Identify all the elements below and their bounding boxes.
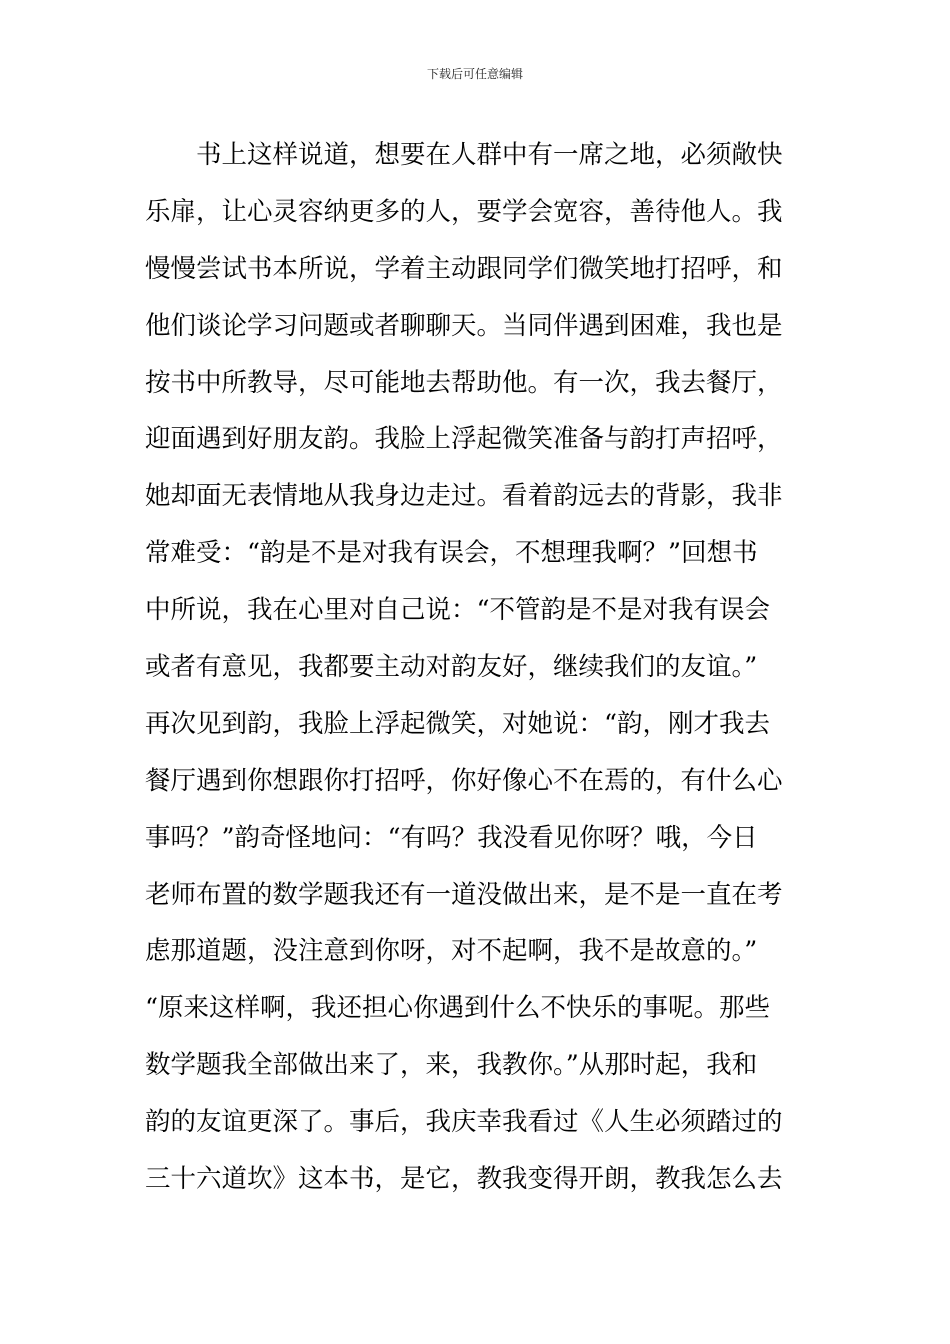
text-line: 三十六道坎》这本书，是它，教我变得开朗，教我怎么去 <box>145 1164 783 1195</box>
text-line: 乐扉，让心灵容纳更多的人，要学会宽容，善待他人。我 <box>145 196 783 227</box>
text-line: 餐厅遇到你想跟你打招呼，你好像心不在焉的，有什么心 <box>145 765 783 796</box>
text-line: 数学题我全部做出来了，来，我教你。”从那时起，我和 <box>145 1050 758 1081</box>
text-line: 书上这样说道，想要在人群中有一席之地，必须敞快 <box>145 140 783 170</box>
text-line: 老师布置的数学题我还有一道没做出来，是不是一直在考 <box>145 879 783 910</box>
text-line: 再次见到韵，我脸上浮起微笑，对她说：“韵，刚才我去 <box>145 708 771 739</box>
text-line: 常难受：“韵是不是对我有误会，不想理我啊？”回想书 <box>145 538 758 569</box>
page-header: 下载后可任意编辑 <box>426 67 523 81</box>
text-line: 迎面遇到好朋友韵。我脸上浮起微笑准备与韵打声招呼， <box>145 424 783 455</box>
text-line: 慢慢尝试书本所说，学着主动跟同学们微笑地打招呼，和 <box>145 253 783 284</box>
text-line: 事吗？”韵奇怪地问：“有吗？我没看见你呀？哦，今日 <box>145 822 758 853</box>
text-line: 她却面无表情地从我身边走过。看着韵远去的背影，我非 <box>145 481 783 512</box>
body-paragraph <box>145 127 810 1208</box>
text-line: 按书中所教导，尽可能地去帮助他。有一次，我去餐厅， <box>145 367 783 398</box>
text-line: 韵的友谊更深了。事后，我庆幸我看过《人生必须踏过的 <box>145 1107 783 1138</box>
text-line: “原来这样啊，我还担心你遇到什么不快乐的事呢。那些 <box>145 993 771 1024</box>
text-line: 中所说，我在心里对自己说：“不管韵是不是对我有误会 <box>145 595 771 626</box>
text-line: 他们谈论学习问题或者聊聊天。当同伴遇到困难，我也是 <box>145 310 783 341</box>
text-line: 或者有意见，我都要主动对韵友好，继续我们的友谊。” <box>145 652 758 683</box>
text-line: 虑那道题，没注意到你呀，对不起啊，我不是故意的。” <box>145 936 758 967</box>
